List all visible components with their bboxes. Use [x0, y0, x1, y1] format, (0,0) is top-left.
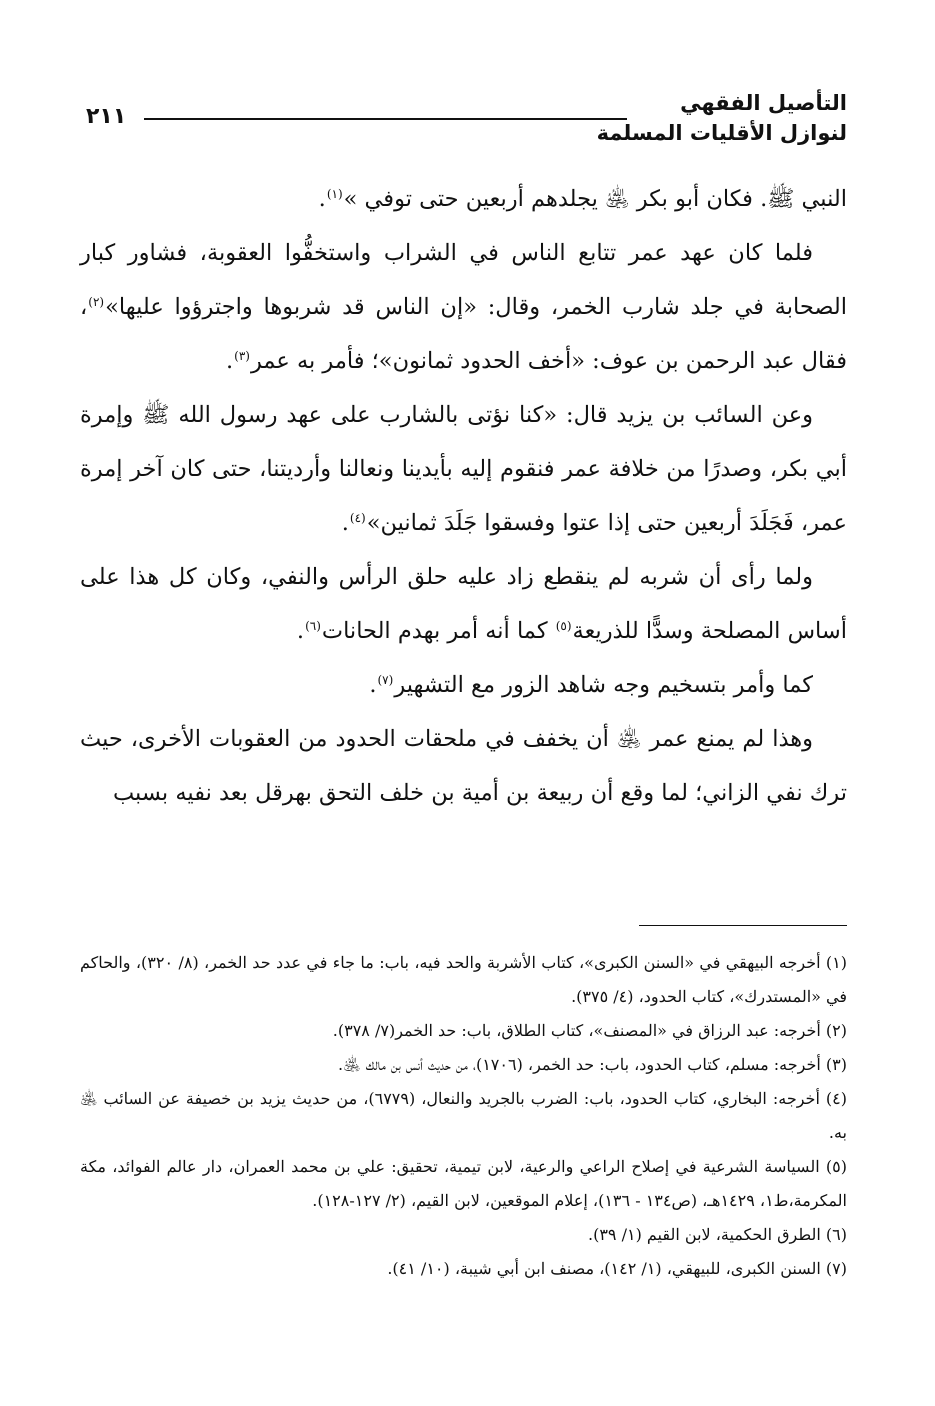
footnote-number: (٤) [825, 1089, 848, 1108]
footnote [80, 1218, 847, 1252]
footnote-text: أخرجه البيهقي في «السنن الكبرى»، كتاب الأشربة والحد فيه، باب: ما جاء في عدد حد الخمر، (٨/ ٣٢٠)، والحاكم في «المستدرك»، كتاب الحدود، (٤/ ٣٧٥). [80, 953, 847, 1006]
footnote-ref[interactable]: (٢) [88, 294, 105, 309]
footnote-text: السياسة الشرعية في إصلاح الراعي والرعية، لابن تيمية، تحقيق: علي بن محمد العمران، دار عالم الفوائد، مكة المكرمة،ط١، ١٤٢٩هـ، (ص١٣٤ - ١٣٦)، إعلام الموقعين، لابن القيم، (٢/ ١٢٧-١٢٨). [80, 1157, 847, 1210]
footnote [80, 1082, 847, 1150]
paragraph [80, 388, 847, 550]
footnote-ref[interactable]: (٥) [555, 618, 572, 633]
running-title [597, 88, 847, 148]
paragraph-tail: ، فقال عبد الرحمن بن عوف: «أخف الحدود ثمانون»؛ فأمر به عمر [80, 294, 847, 374]
footnote-number: (٣) [825, 1055, 847, 1074]
page-header [80, 82, 847, 152]
footnote-ref[interactable]: (٦) [305, 618, 321, 633]
paragraph-text: وعن السائب بن يزيد قال: «كنا نؤتى بالشارب على عهد رسول الله ﷺ وإمرة أبي بكر، وصدرًا من خلافة عمر فنقوم إليه بأيدينا ونعالنا وأرديتنا، حتى كان آخر إمرة عمر، فَجَلَدَ أربعين حتى إذا عتوا وفسقوا جَلَدَ ثمانين» [80, 402, 847, 536]
footnote-number: (٦) [825, 1225, 847, 1244]
paragraph-tail: . [296, 618, 305, 644]
paragraph [80, 550, 847, 658]
footnote [80, 946, 847, 1014]
footnote-ref[interactable]: (٤) [349, 510, 366, 525]
paragraph-tail: . [225, 348, 234, 374]
paragraph-text: فلما كان عهد عمر تتابع الناس في الشراب واستخفُّوا العقوبة، فشاور كبار الصحابة في جلد شارب الخمر، وقال: «إن الناس قد شربوها واجترؤوا عليها» [80, 240, 847, 320]
footnote-separator [639, 925, 847, 926]
footnote-text: الطرق الحكمية، لابن القيم (١/ ٣٩). [587, 1225, 821, 1244]
footnote-text: السنن الكبرى، للبيهقي، (١/ ١٤٢)، مصنف ابن أبي شيبة، (١٠/ ٤١). [387, 1259, 821, 1278]
paragraph [80, 172, 847, 226]
footnote [80, 1252, 847, 1286]
paragraph-text: ولما رأى أن شربه لم ينقطع زاد عليه حلق الرأس والنفي، وكان كل هذا على أساس المصلحة وسدًّا للذريعة [80, 564, 847, 644]
footnote-number: (٢) [825, 1021, 847, 1040]
footnote [80, 1014, 847, 1048]
footnote-text: أخرجه: عبد الرزاق في «المصنف»، كتاب الطلاق، باب: حد الخمر(٧/ ٣٧٨). [332, 1021, 821, 1040]
paragraph-text: النبي ﷺ. فكان أبو بكر ﵁ يجلدهم أربعين حتى توفي » [343, 186, 847, 212]
footnote-text: أخرجه: البخاري، كتاب الحدود، باب: الضرب بالجريد والنعال، (٦٧٧٩)، من حديث يزيد بن خصيفة عن السائب ﵁ به. [80, 1089, 847, 1142]
footnote-number: (١) [825, 953, 848, 972]
paragraph [80, 226, 847, 388]
header-rule [144, 118, 627, 120]
paragraph-text: وهذا لم يمنع عمر ﵁ أن يخفف في ملحقات الحدود من العقوبات الأخرى، حيث ترك نفي الزاني؛ لما وقع أن ربيعة بن أمية بن خلف التحق بهرقل بعد نفيه بسبب [80, 726, 847, 806]
paragraph [80, 658, 847, 712]
footnotes [80, 946, 847, 1286]
footnote [80, 1150, 847, 1218]
paragraph-tail: . [318, 186, 326, 212]
footnote [80, 1048, 847, 1082]
paragraph-tail: . [341, 510, 349, 536]
footnote-number: (٥) [825, 1157, 847, 1176]
footnote-ref[interactable]: (١) [326, 186, 343, 201]
footnote-ref[interactable]: (٧) [377, 672, 394, 687]
paragraph-text: كما وأمر بتسخيم وجه شاهد الزور مع التشهير [394, 672, 813, 698]
footnote-ref[interactable]: (٣) [234, 348, 250, 363]
running-title-line-2: لنوازل الأقليات المسلمة [596, 121, 847, 145]
paragraph [80, 712, 847, 820]
paragraph-tail: . [369, 672, 377, 698]
footnote-text: أخرجه: مسلم، كتاب الحدود، باب: حد الخمر، (١٧٠٦)، من حديث أنس بن مالك ﵁. [338, 1055, 821, 1074]
running-title-line-1: التأصيل الفقهي [680, 91, 847, 115]
paragraph-tail: كما أنه أمر بهدم الحانات [321, 618, 555, 644]
body-text [80, 172, 847, 820]
footnote-number: (٧) [825, 1259, 847, 1278]
page-number: ٢١١ [86, 104, 127, 129]
